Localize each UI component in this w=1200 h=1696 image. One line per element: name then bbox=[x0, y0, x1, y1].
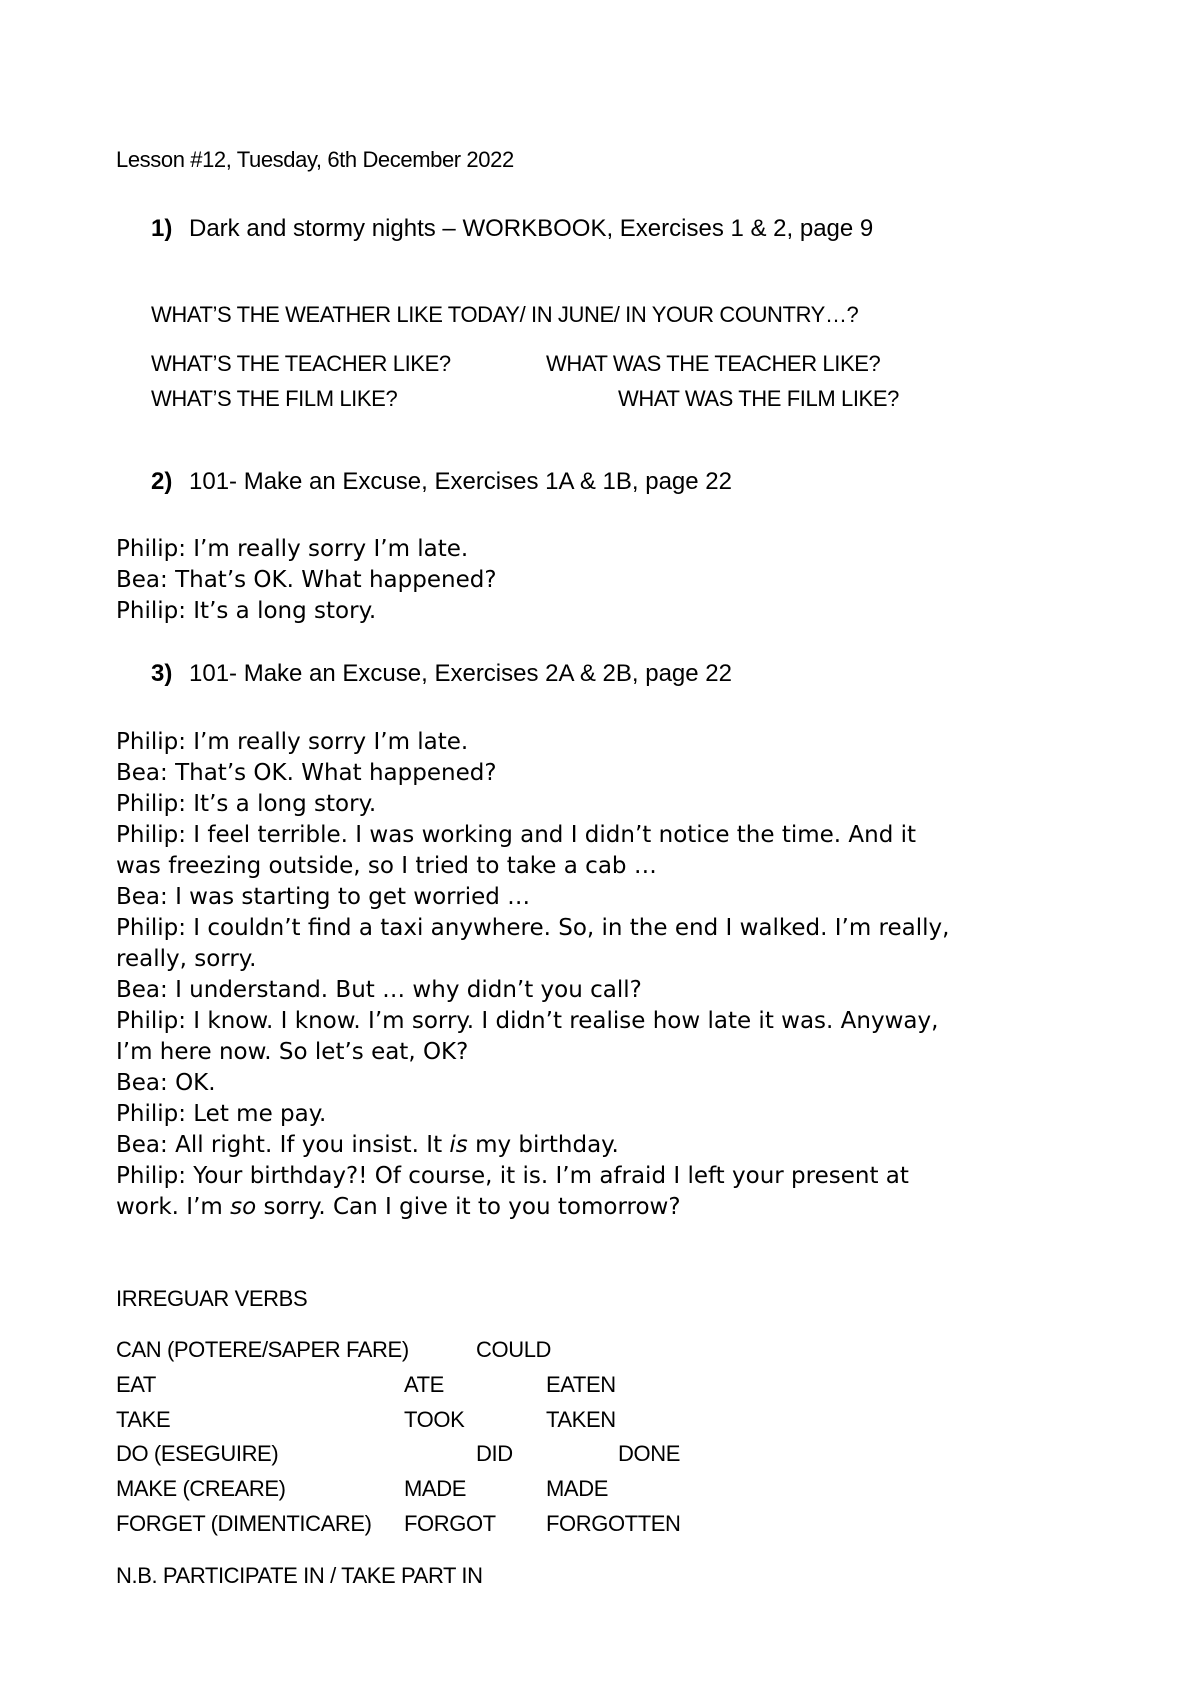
verb-base: MAKE (CREARE) bbox=[116, 1476, 286, 1501]
dialogue-line: Philip: It’s a long story. bbox=[116, 791, 377, 817]
dialogue-2 bbox=[116, 727, 1096, 1223]
dialogue-line bbox=[116, 1130, 1096, 1161]
dialogue-line: Bea: That’s OK. What happened? bbox=[116, 567, 497, 593]
note-text: N.B. PARTICIPATE IN / TAKE PART IN bbox=[116, 1563, 483, 1588]
dialogue-line: Philip: It’s a long story. bbox=[116, 598, 377, 624]
dialogue-text: my birthday. bbox=[467, 1132, 619, 1158]
verb-participle: DONE bbox=[618, 1441, 680, 1466]
verb-participle: EATEN bbox=[546, 1372, 616, 1397]
dialogue-text: sorry. Can I give it to you tomorrow? bbox=[256, 1194, 681, 1220]
dialogue-line: really, sorry. bbox=[116, 946, 257, 972]
teacher-past-question: WHAT WAS THE TEACHER LIKE? bbox=[546, 351, 881, 376]
dialogue-line: Philip: I couldn’t find a taxi anywhere. So, in the end I walked. I’m really, bbox=[116, 915, 950, 941]
emphasis-text: is bbox=[449, 1132, 468, 1158]
section-1-number: 1) bbox=[151, 215, 173, 242]
section-1-heading bbox=[151, 215, 873, 243]
lesson-title: Lesson #12, Tuesday, 6th December 2022 bbox=[116, 147, 514, 172]
film-past-question: WHAT WAS THE FILM LIKE? bbox=[618, 386, 899, 411]
section-2-number: 2) bbox=[151, 468, 173, 495]
verb-past: TOOK bbox=[404, 1407, 465, 1432]
teacher-present-question: WHAT’S THE TEACHER LIKE? bbox=[151, 351, 451, 376]
verb-base: FORGET (DIMENTICARE) bbox=[116, 1511, 372, 1536]
verb-base: TAKE bbox=[116, 1407, 171, 1432]
dialogue-line bbox=[116, 1192, 1096, 1223]
dialogue-1 bbox=[116, 534, 1076, 627]
verb-participle: TAKEN bbox=[546, 1407, 616, 1432]
dialogue-line: Philip: I feel terrible. I was working and I didn’t notice the time. And it bbox=[116, 822, 917, 848]
dialogue-line: Philip: I know. I know. I’m sorry. I didn’t realise how late it was. Anyway, bbox=[116, 1008, 939, 1034]
dialogue-text: Bea: All right. If you insist. It bbox=[116, 1132, 450, 1158]
verb-past: ATE bbox=[404, 1372, 444, 1397]
verb-base: CAN (POTERE/SAPER FARE) bbox=[116, 1337, 409, 1362]
dialogue-line: Philip: Let me pay. bbox=[116, 1101, 327, 1127]
section-1-title: Dark and stormy nights – WORKBOOK, Exercises 1 & 2, page 9 bbox=[189, 215, 874, 242]
verb-past: DID bbox=[476, 1441, 513, 1466]
section-3-number: 3) bbox=[151, 660, 173, 687]
dialogue-line: Bea: I was starting to get worried … bbox=[116, 884, 531, 910]
section-3-title: 101- Make an Excuse, Exercises 2A & 2B, page 22 bbox=[189, 660, 732, 687]
verb-past: COULD bbox=[476, 1337, 552, 1362]
verb-base: DO (ESEGUIRE) bbox=[116, 1441, 279, 1466]
dialogue-line: Philip: I’m really sorry I’m late. bbox=[116, 536, 469, 562]
irregular-verbs-heading: IRREGUAR VERBS bbox=[116, 1286, 308, 1311]
section-2-heading bbox=[151, 468, 732, 496]
section-2-title: 101- Make an Excuse, Exercises 1A & 1B, page 22 bbox=[189, 468, 732, 495]
weather-question: WHAT’S THE WEATHER LIKE TODAY/ IN JUNE/ IN YOUR COUNTRY…? bbox=[151, 302, 859, 327]
verb-participle: MADE bbox=[546, 1476, 608, 1501]
dialogue-line: Bea: I understand. But … why didn’t you call? bbox=[116, 977, 642, 1003]
verb-past: FORGOT bbox=[404, 1511, 496, 1536]
dialogue-line: Bea: That’s OK. What happened? bbox=[116, 760, 497, 786]
emphasis-text: so bbox=[230, 1194, 257, 1220]
dialogue-line: Bea: OK. bbox=[116, 1070, 216, 1096]
dialogue-line: Philip: I’m really sorry I’m late. bbox=[116, 729, 469, 755]
verb-base: EAT bbox=[116, 1372, 156, 1397]
section-3-heading bbox=[151, 660, 732, 688]
verb-participle: FORGOTTEN bbox=[546, 1511, 681, 1536]
film-present-question: WHAT’S THE FILM LIKE? bbox=[151, 386, 398, 411]
verb-past: MADE bbox=[404, 1476, 466, 1501]
dialogue-line: Philip: Your birthday?! Of course, it is. I’m afraid I left your present at bbox=[116, 1163, 909, 1189]
dialogue-line: was freezing outside, so I tried to take a cab … bbox=[116, 853, 657, 879]
dialogue-line: I’m here now. So let’s eat, OK? bbox=[116, 1039, 469, 1065]
dialogue-text: work. I’m bbox=[116, 1194, 231, 1220]
